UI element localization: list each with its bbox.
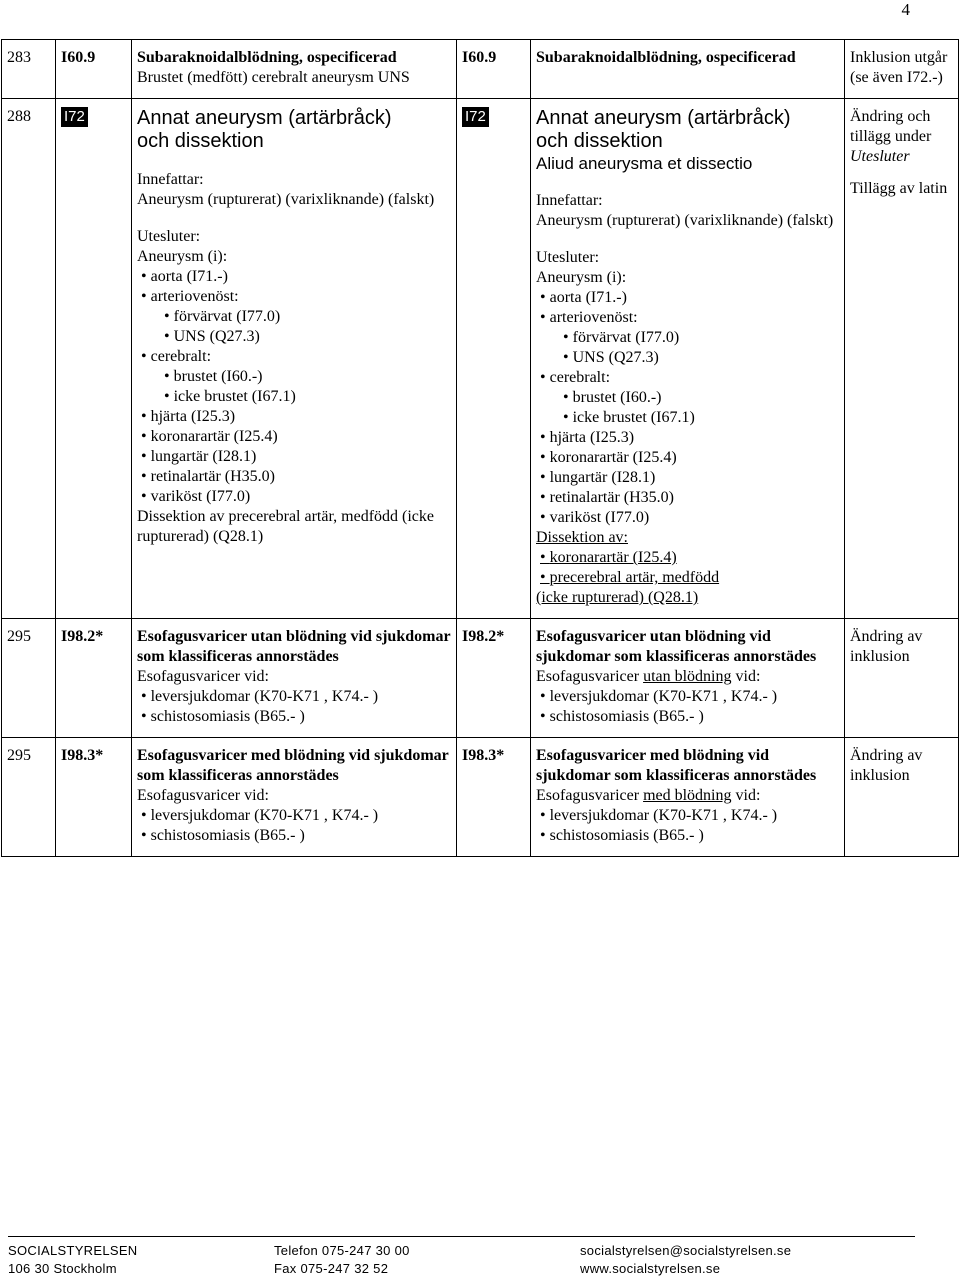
website: www.socialstyrelsen.se	[580, 1261, 721, 1276]
list-item: • leversjukdomar (K70-K71 , K74.- )	[536, 687, 839, 707]
latin-title: Aliud aneurysma et dissectio	[536, 154, 753, 173]
list-item: • brustet (I60.-)	[536, 388, 839, 408]
old-code: I98.2*	[56, 619, 132, 738]
list-item: • koronarartär (I25.4)	[536, 448, 839, 468]
list-item-cont: (icke rupturerad) (Q28.1)	[536, 589, 699, 606]
section-title: och dissektion	[137, 130, 264, 152]
old-text	[132, 99, 457, 619]
new-code: I98.3*	[457, 738, 531, 857]
list-item: • retinalartär (H35.0)	[536, 488, 839, 508]
phone: Telefon 075-247 30 00	[274, 1243, 410, 1258]
old-title: Esofagusvaricer med blödning vid sjukdomar som klassificeras annorstädes	[137, 747, 449, 784]
list-item: • lungartär (I28.1)	[536, 468, 839, 488]
new-text	[531, 619, 845, 738]
old-code: I60.9	[56, 40, 132, 99]
old-code: I98.3*	[56, 738, 132, 857]
table-row	[2, 99, 959, 619]
org-name: SOCIALSTYRELSEN	[8, 1243, 138, 1258]
table-row	[2, 619, 959, 738]
list-item: • lungartär (I28.1)	[137, 447, 451, 467]
page-number: 4	[901, 0, 910, 19]
list-item: • arteriovenöst:	[536, 308, 839, 328]
excludes-heading: Aneurysm (i):	[536, 269, 627, 286]
list-item: • aorta (I71.-)	[536, 288, 839, 308]
list-item: • hjärta (I25.3)	[536, 428, 839, 448]
list-item: • förvärvat (I77.0)	[536, 328, 839, 348]
vid-label: Esofagusvaricer vid:	[137, 668, 269, 685]
includes-text: Aneurysm (rupturerat) (varixliknande) (falskt)	[137, 191, 435, 208]
new-code: I60.9	[457, 40, 531, 99]
includes-label: Innefattar:	[536, 192, 603, 209]
footer-phone	[274, 1242, 410, 1278]
old-title: Esofagusvaricer utan blödning vid sjukdomar som klassificeras annorstädes	[137, 628, 451, 665]
list-item: • leversjukdomar (K70-K71 , K74.- )	[536, 806, 839, 826]
list-item: • koronarartär (I25.4)	[536, 548, 839, 568]
footer-divider	[8, 1236, 915, 1237]
list-item: • retinalartär (H35.0)	[137, 467, 451, 487]
page-ref: 295	[2, 738, 56, 857]
section-title: Annat aneurysm (artärbråck)	[137, 107, 392, 129]
comment-line: Tillägg av latin	[850, 180, 948, 197]
fax: Fax 075-247 32 52	[274, 1261, 389, 1276]
change-table	[1, 39, 959, 857]
list-item: • förvärvat (I77.0)	[137, 307, 451, 327]
old-text	[132, 738, 457, 857]
old-inclusion: Brustet (medfött) cerebralt aneurysm UNS	[137, 69, 410, 86]
list-item: • schistosomiasis (B65.- )	[137, 707, 451, 727]
footer-org	[8, 1242, 138, 1278]
old-code	[56, 99, 132, 619]
new-title: Subaraknoidalblödning, ospecificerad	[531, 40, 845, 99]
list-item: • cerebralt:	[536, 368, 839, 388]
dissektion-label: Dissektion av:	[536, 529, 628, 546]
vid-label: Esofagusvaricer utan blödning vid:	[536, 668, 761, 685]
dissektion-text: Dissektion av precerebral artär, medfödd (icke rupturerad) (Q28.1)	[137, 508, 434, 545]
excludes-label: Utesluter:	[137, 228, 201, 245]
table-row	[2, 40, 959, 99]
code-badge: I72	[462, 107, 489, 127]
list-item: • UNS (Q27.3)	[137, 327, 451, 347]
list-item: • icke brustet (I67.1)	[137, 387, 451, 407]
comment-line: Inklusion utgår	[850, 49, 948, 66]
comment	[845, 40, 959, 99]
excludes-label: Utesluter:	[536, 249, 600, 266]
excludes-heading: Aneurysm (i):	[137, 248, 228, 265]
vid-label: Esofagusvaricer vid:	[137, 787, 269, 804]
section-title: och dissektion	[536, 130, 663, 152]
list-item: • hjärta (I25.3)	[137, 407, 451, 427]
old-text	[132, 40, 457, 99]
new-text	[531, 738, 845, 857]
list-item: • leversjukdomar (K70-K71 , K74.- )	[137, 806, 451, 826]
new-code: I98.2*	[457, 619, 531, 738]
list-item: • variköst (I77.0)	[137, 487, 451, 507]
vid-label: Esofagusvaricer med blödning vid:	[536, 787, 761, 804]
comment: Ändring av inklusion	[845, 619, 959, 738]
new-code	[457, 99, 531, 619]
comment-line: Utesluter	[850, 148, 910, 165]
list-item: • koronarartär (I25.4)	[137, 427, 451, 447]
new-title: Esofagusvaricer utan blödning vid sjukdomar som klassificeras annorstädes	[536, 628, 817, 665]
comment	[845, 99, 959, 619]
page-ref: 283	[2, 40, 56, 99]
email: socialstyrelsen@socialstyrelsen.se	[580, 1243, 792, 1258]
includes-text: Aneurysm (rupturerat) (varixliknande) (falskt)	[536, 212, 834, 229]
list-item: • brustet (I60.-)	[137, 367, 451, 387]
list-item: • schistosomiasis (B65.- )	[137, 826, 451, 846]
list-item: • schistosomiasis (B65.- )	[536, 826, 839, 846]
section-title: Annat aneurysm (artärbråck)	[536, 107, 791, 129]
old-title: Subaraknoidalblödning, ospecificerad	[137, 49, 397, 66]
list-item: • schistosomiasis (B65.- )	[536, 707, 839, 727]
page-ref: 288	[2, 99, 56, 619]
list-item: • icke brustet (I67.1)	[536, 408, 839, 428]
new-text	[531, 99, 845, 619]
code-badge: I72	[61, 107, 88, 127]
list-item: • leversjukdomar (K70-K71 , K74.- )	[137, 687, 451, 707]
new-title: Esofagusvaricer med blödning vid sjukdomar som klassificeras annorstädes	[536, 747, 817, 784]
comment: Ändring av inklusion	[845, 738, 959, 857]
list-item: • aorta (I71.-)	[137, 267, 451, 287]
comment-line: Ändring och tillägg under	[850, 108, 932, 145]
list-item: • precerebral artär, medfödd	[536, 568, 839, 588]
old-text	[132, 619, 457, 738]
list-item: • arteriovenöst:	[137, 287, 451, 307]
page-ref: 295	[2, 619, 56, 738]
list-item: • UNS (Q27.3)	[536, 348, 839, 368]
list-item: • cerebralt:	[137, 347, 451, 367]
org-address: 106 30 Stockholm	[8, 1261, 117, 1276]
comment-line: (se även I72.-)	[850, 69, 943, 86]
footer-contact	[580, 1242, 791, 1278]
table-row	[2, 738, 959, 857]
list-item: • variköst (I77.0)	[536, 508, 839, 528]
includes-label: Innefattar:	[137, 171, 204, 188]
